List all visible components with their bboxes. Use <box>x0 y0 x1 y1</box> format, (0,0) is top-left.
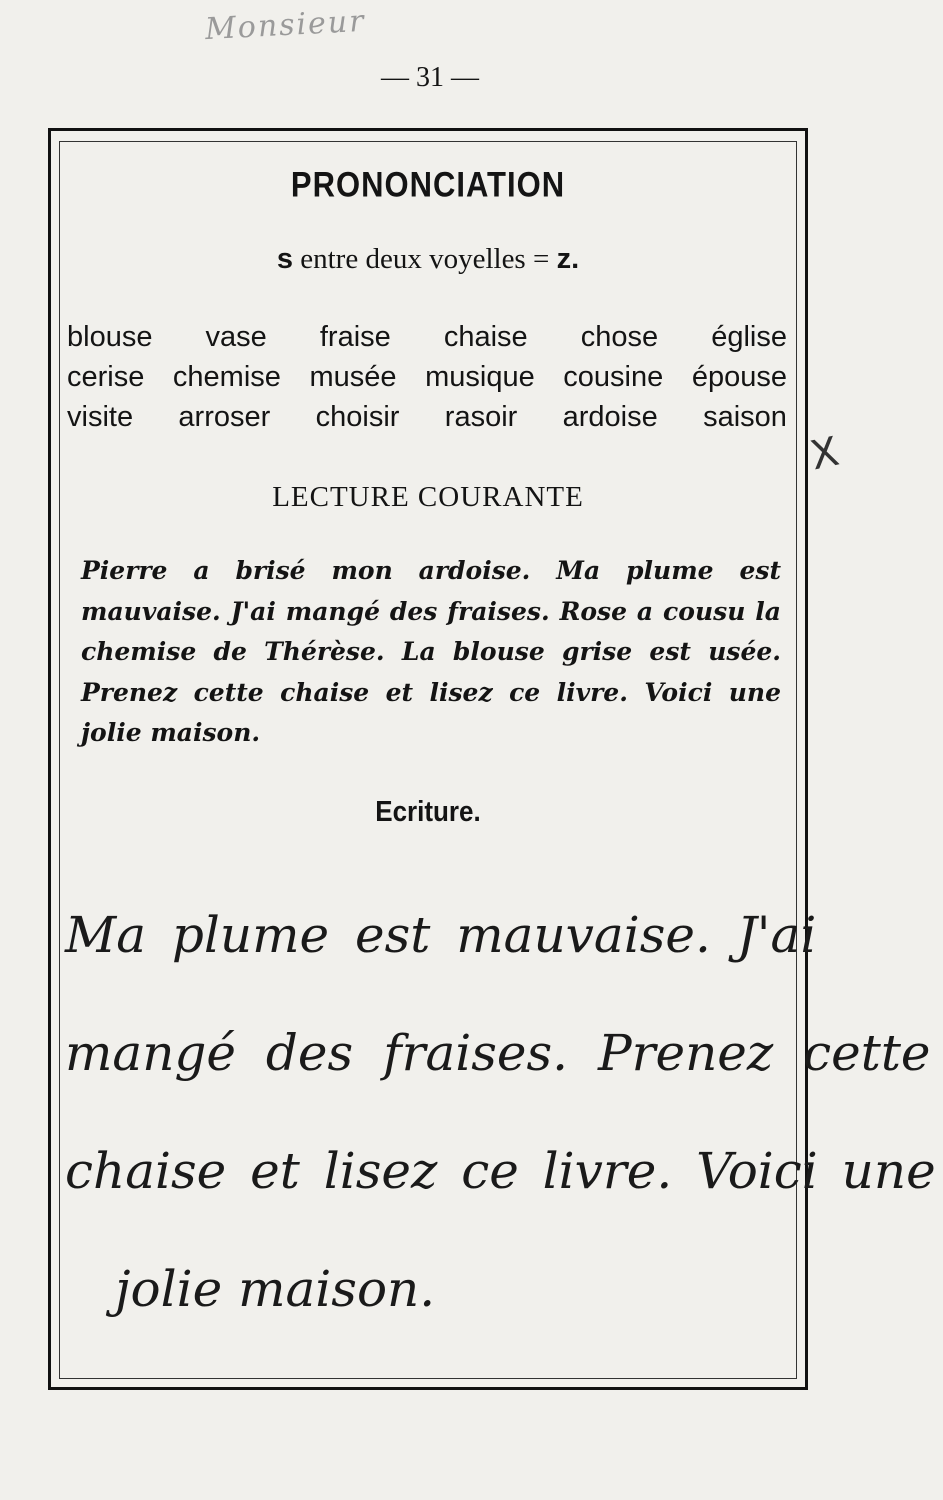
word: rasoir <box>444 401 518 433</box>
word: fraise <box>319 321 391 353</box>
word: cerise <box>67 361 145 393</box>
script-line: mangé des fraises. Prenez cette <box>65 1024 931 1082</box>
word: épouse <box>691 361 787 393</box>
lesson-frame <box>48 128 936 1390</box>
word: choisir <box>315 401 400 433</box>
reading-text: Pierre a brisé mon ardoise. Ma plume est mauvaise. J'ai mangé des fraises. Rose a cousu la chemise de Thérèse. La blouse grise est usée. Prenez cette chaise et lisez ce livre. Voici une jolie maison. <box>81 556 781 747</box>
handwriting-sample <box>65 876 936 1348</box>
pronunciation-rule <box>51 243 805 276</box>
pronunciation-title: PRONONCIATION <box>290 164 566 205</box>
script-line: chaise et lisez ce livre. Voici une <box>65 1142 936 1200</box>
word: chemise <box>172 361 281 393</box>
word-row <box>67 397 787 437</box>
word: saison <box>703 401 787 433</box>
word: cousine <box>563 361 664 393</box>
word: église <box>711 321 787 353</box>
handwritten-note: Monsieur <box>204 3 367 48</box>
rule-letter: s <box>276 243 293 275</box>
word: chaise <box>443 321 528 353</box>
word-list <box>67 317 787 437</box>
margin-mark: X <box>806 428 843 480</box>
word-row <box>67 357 787 397</box>
rule-text: entre deux voyelles = <box>293 243 557 275</box>
word: visite <box>67 401 134 433</box>
writing-title: Ecriture. <box>375 794 481 828</box>
page-number: — 31 — <box>381 62 479 93</box>
word: ardoise <box>562 401 658 433</box>
rule-target: z. <box>556 243 580 275</box>
word: blouse <box>67 321 153 353</box>
word: musique <box>425 361 535 393</box>
script-line: Ma plume est mauvaise. J'ai <box>65 906 817 964</box>
reading-title: LECTURE COURANTE <box>272 481 584 513</box>
word: chose <box>580 321 659 353</box>
word: arroser <box>178 401 271 433</box>
script-line: jolie maison. <box>115 1260 436 1318</box>
word: musée <box>309 361 397 393</box>
word-row <box>67 317 787 357</box>
word: vase <box>205 321 267 353</box>
